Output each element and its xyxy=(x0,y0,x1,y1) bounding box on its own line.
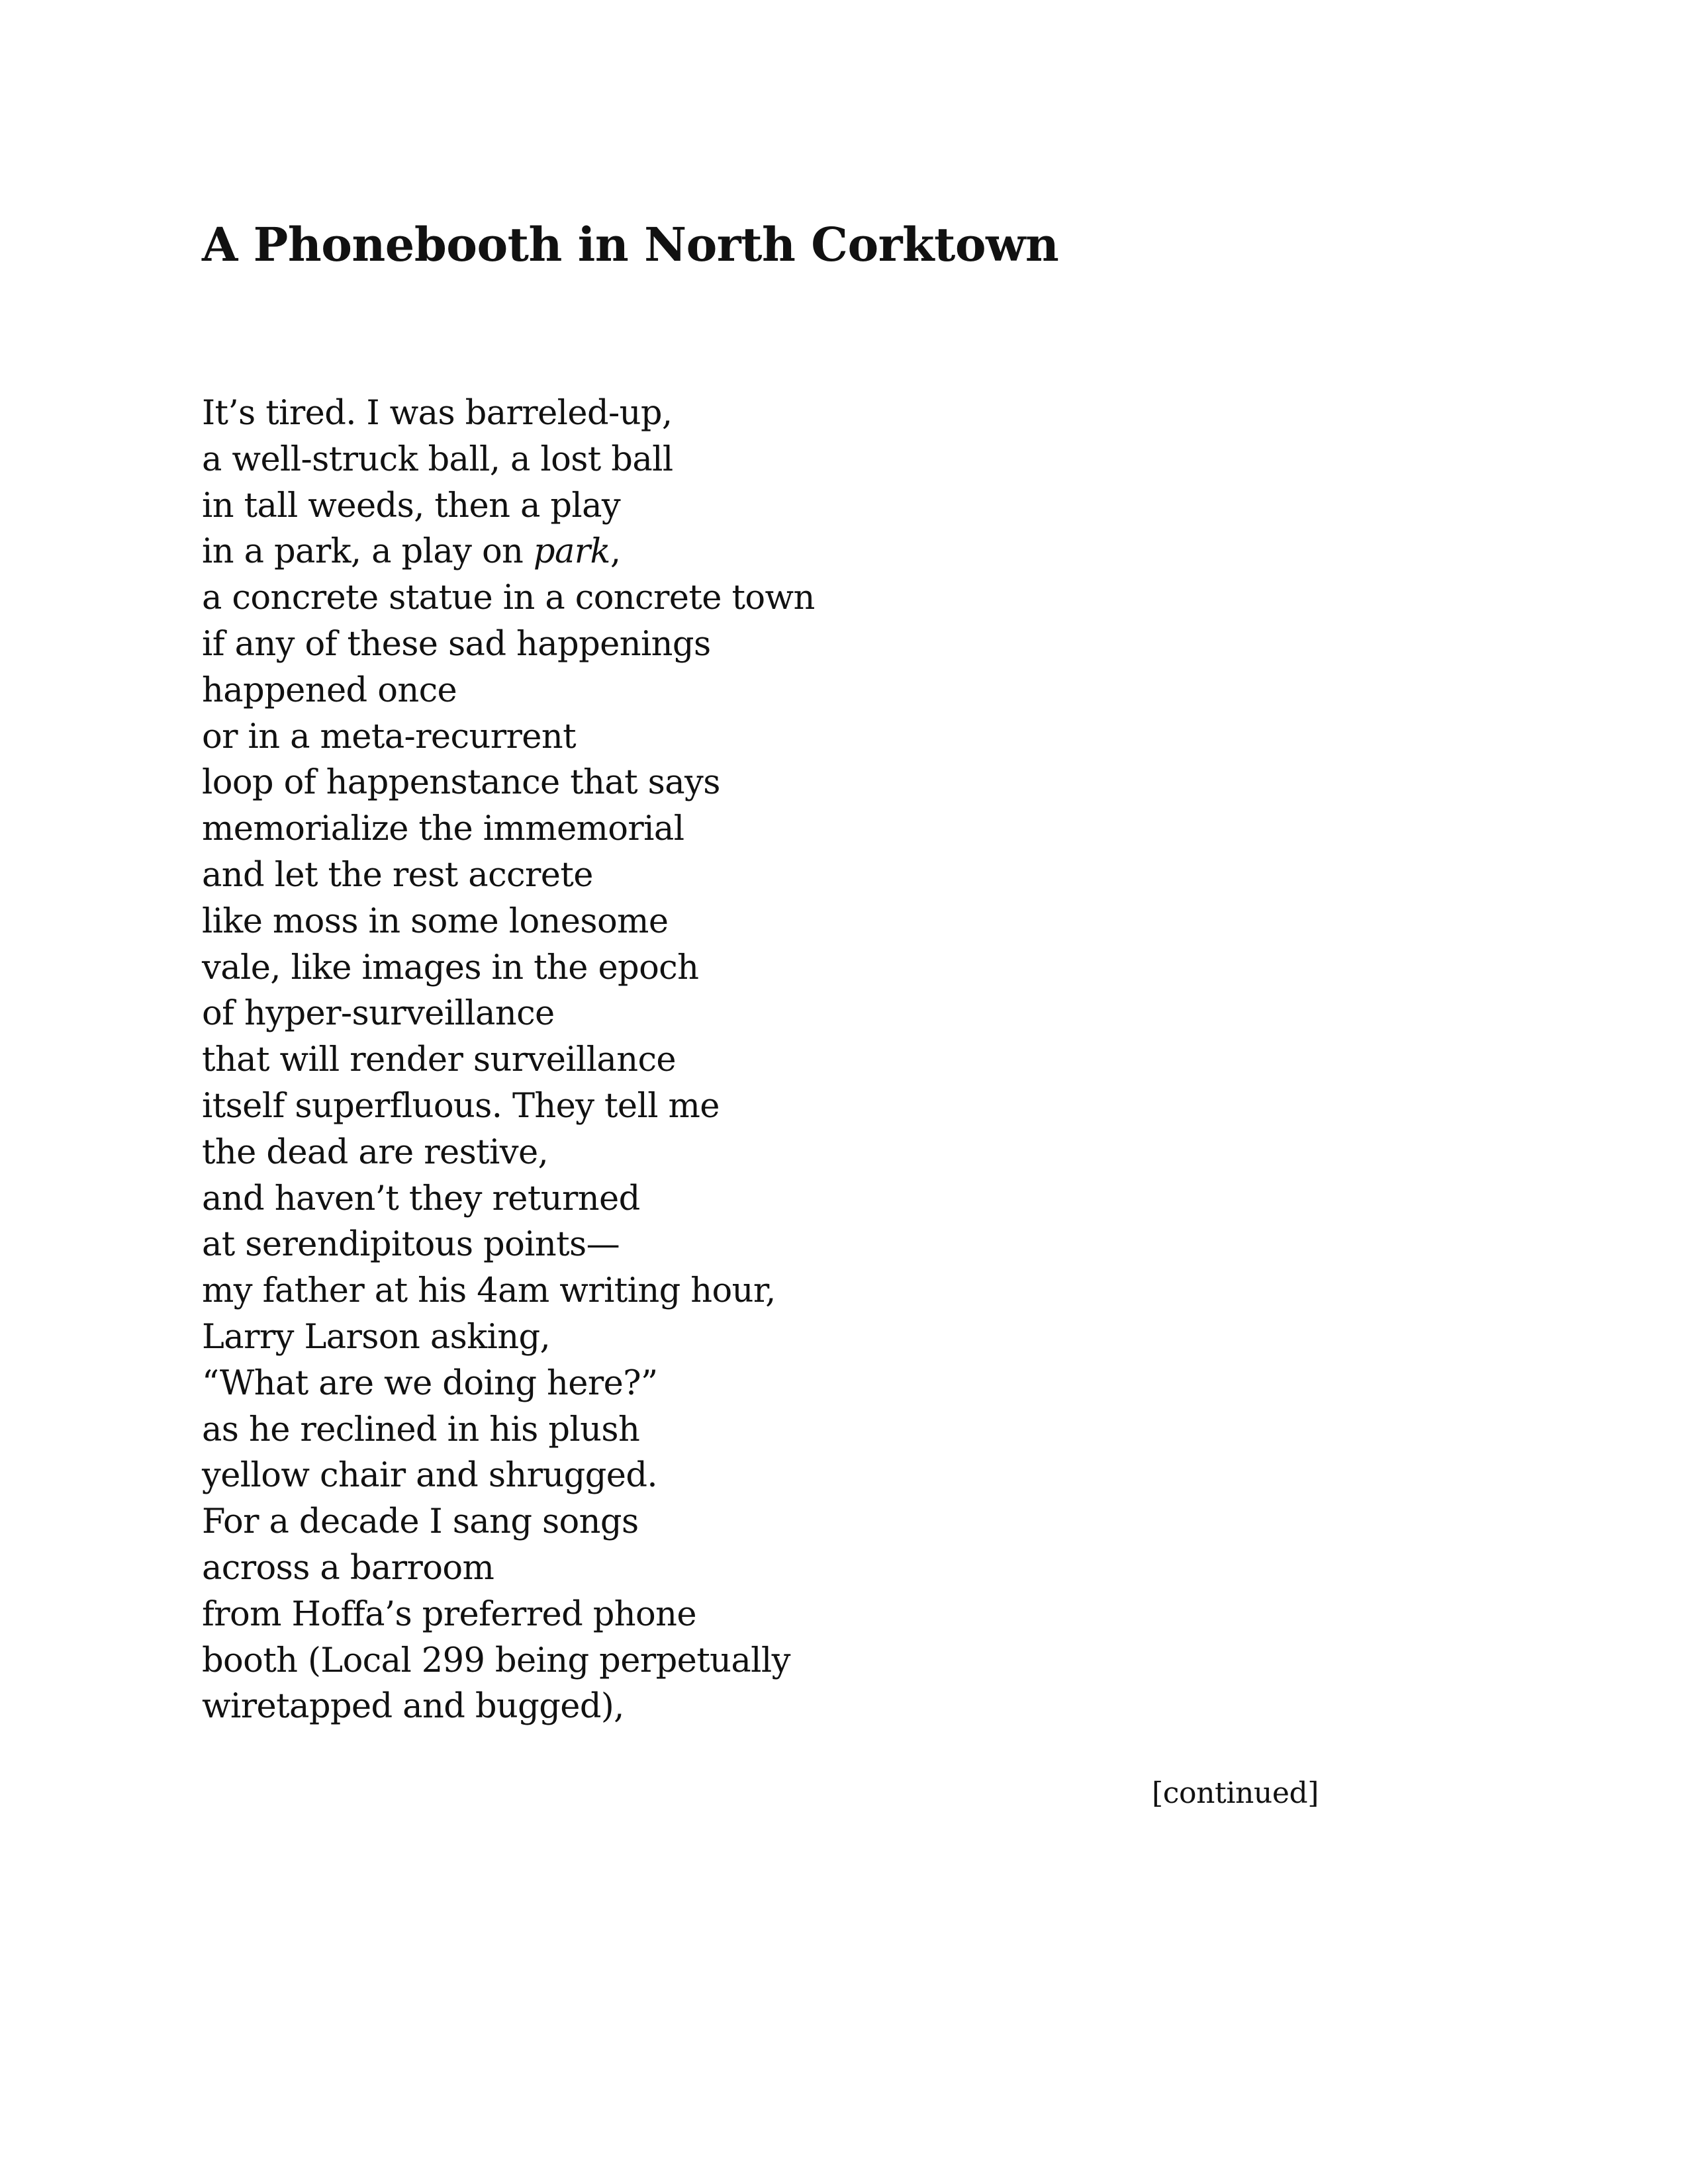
poem-line: at serendipitous points— xyxy=(202,1225,620,1265)
poem-body xyxy=(202,390,815,1730)
poem-line: that will render surveillance xyxy=(202,1040,676,1080)
poem-line: and let the rest accrete xyxy=(202,855,593,895)
poem-line: For a decade I sang songs xyxy=(202,1502,639,1542)
poem-line: the dead are restive, xyxy=(202,1132,549,1172)
poem-line: Larry Larson asking, xyxy=(202,1317,551,1357)
poem-line: yellow chair and shrugged. xyxy=(202,1456,657,1496)
poem-line: vale, like images in the epoch xyxy=(202,948,699,987)
poem-line: from Hoffa’s preferred phone xyxy=(202,1594,696,1634)
poem-title: A Phonebooth in North Corktown xyxy=(202,217,1059,272)
poem-line: itself superfluous. They tell me xyxy=(202,1086,720,1126)
poem-line: and haven’t they returned xyxy=(202,1179,640,1218)
poem-line: my father at his 4am writing hour, xyxy=(202,1271,776,1311)
poem-line-text: in a park, a play on xyxy=(202,532,534,572)
poem-line: loop of happenstance that says xyxy=(202,763,720,803)
poem-line: a well-struck ball, a lost ball xyxy=(202,439,673,479)
poem-line: if any of these sad happenings xyxy=(202,624,711,664)
poem-line: in tall weeds, then a play xyxy=(202,486,621,525)
poem-line: or in a meta-recurrent xyxy=(202,717,577,756)
poem-line-italic-word: park xyxy=(533,532,610,572)
poem-line: memorialize the immemorial xyxy=(202,809,684,849)
poem-line: booth (Local 299 being perpetually xyxy=(202,1641,790,1680)
poem-line: of hyper-surveillance xyxy=(202,994,555,1034)
poem-line: “What are we doing here?” xyxy=(202,1363,658,1403)
poem-line: a concrete statue in a concrete town xyxy=(202,578,815,618)
poem-line: It’s tired. I was barreled-up, xyxy=(202,394,673,433)
poem-line-with-italic xyxy=(202,529,815,575)
poem-line: as he reclined in his plush xyxy=(202,1410,640,1449)
poem-line: across a barroom xyxy=(202,1548,494,1588)
poem-line: like moss in some lonesome xyxy=(202,901,669,941)
poem-line: happened once xyxy=(202,670,457,710)
poem-line: wiretapped and bugged), xyxy=(202,1687,624,1727)
poem-line-text: , xyxy=(610,532,621,572)
continued-label: [continued] xyxy=(1152,1776,1319,1810)
